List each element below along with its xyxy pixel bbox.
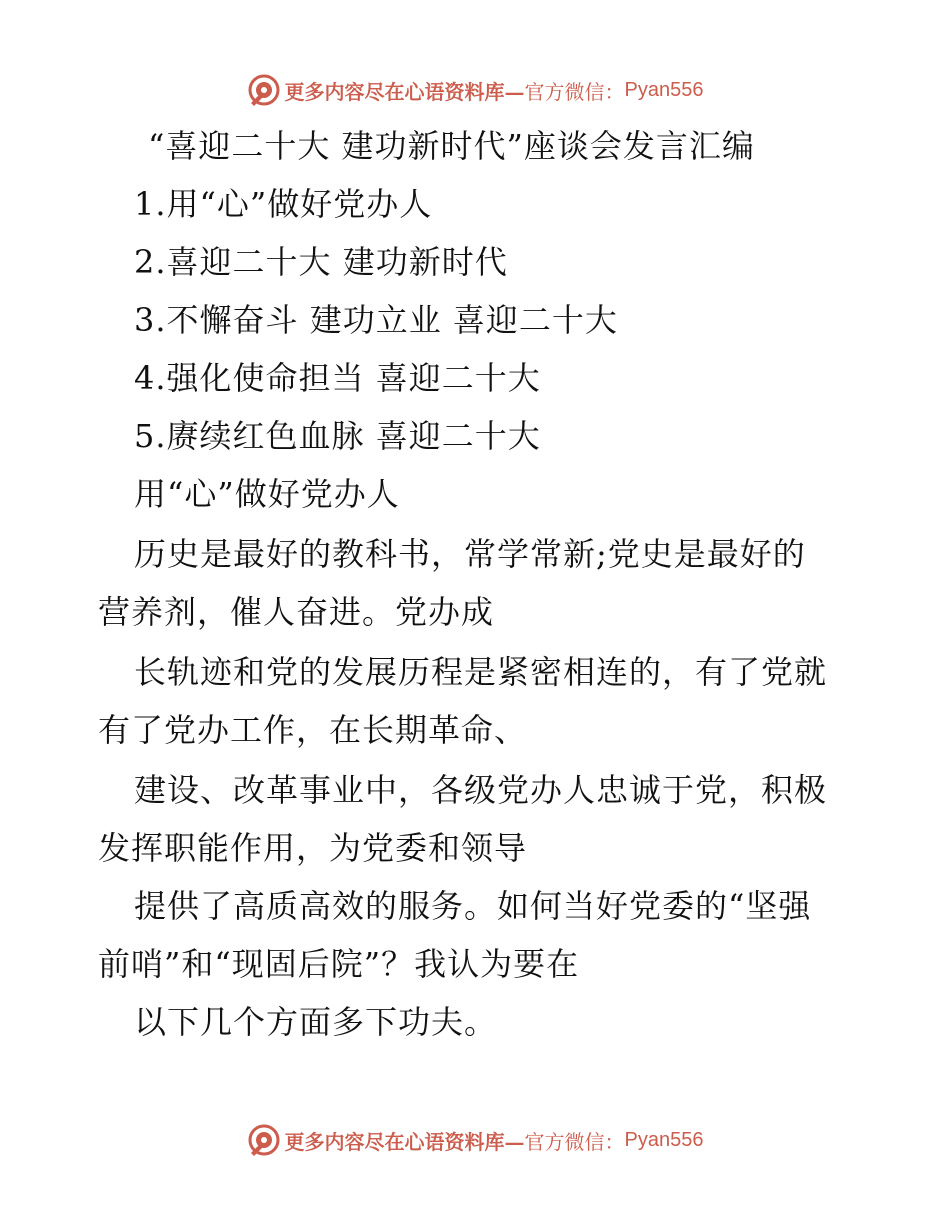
- toc-item: 5.赓续红色血脉 喜迎二十大: [134, 417, 541, 455]
- toc-item: 4.强化使命担当 喜迎二十大: [134, 359, 541, 397]
- body-line: 以下几个方面多下功夫。: [134, 1003, 498, 1041]
- toc-item: 3.不懈奋斗 建功立业 喜迎二十大: [134, 301, 618, 339]
- body-line: 历史是最好的教科书，常学常新;党史是最好的: [134, 535, 806, 573]
- toc-item: 1.用“心”做好党办人: [134, 185, 433, 223]
- body-line: 建设、改革事业中，各级党办人忠诚于党，积极: [134, 771, 828, 809]
- body-line: 前哨”和“现固后院”？我认为要在: [98, 945, 580, 983]
- pen-logo-icon: [247, 73, 281, 107]
- pen-logo-icon: [247, 1123, 281, 1157]
- body-line: 长轨迹和党的发展历程是紧密相连的，有了党就: [134, 653, 828, 691]
- body-line: 发挥职能作用，为党委和领导: [98, 829, 528, 867]
- banner-wechat-id: Pyan556: [624, 1128, 704, 1151]
- banner-wechat-label: 官方微信：: [524, 1129, 625, 1154]
- banner-slogan: 更多内容尽在心语资料库—: [284, 1129, 525, 1154]
- body-line: 提供了高质高效的服务。如何当好党委的“坚强: [134, 887, 812, 925]
- body-line: 营养剂，催人奋进。党办成: [98, 593, 495, 631]
- document-title: “喜迎二十大 建功新时代”座谈会发言汇编: [148, 127, 755, 165]
- section-title: 用“心”做好党办人: [134, 475, 400, 513]
- footer-banner: [0, 1120, 950, 1160]
- header-banner: [0, 70, 950, 110]
- banner-slogan: 更多内容尽在心语资料库—: [284, 79, 525, 104]
- banner-wechat-label: 官方微信：: [524, 79, 625, 104]
- banner-wechat-id: Pyan556: [624, 78, 704, 101]
- body-line: 有了党办工作，在长期革命、: [98, 711, 528, 749]
- toc-item: 2.喜迎二十大 建功新时代: [134, 243, 508, 281]
